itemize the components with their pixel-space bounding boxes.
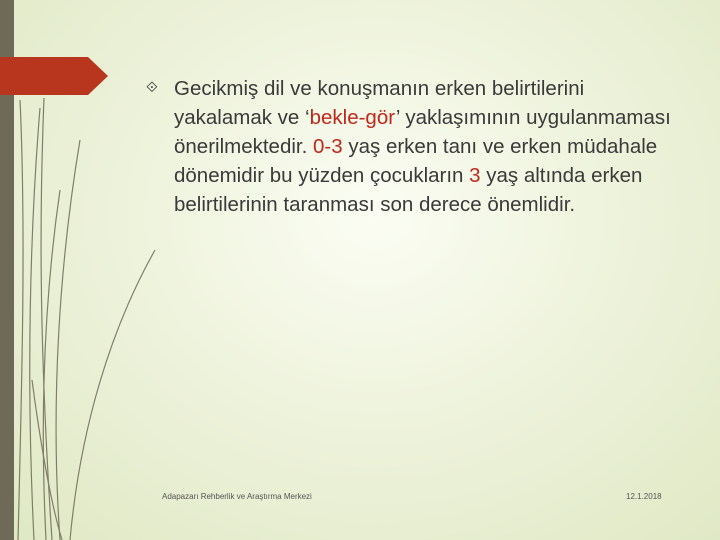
- diamond-arrow-bullet-icon: ⟐: [146, 78, 158, 96]
- footer-organization: Adapazarı Rehberlik ve Araştırma Merkezi: [162, 492, 312, 501]
- highlighted-text: 3: [469, 164, 481, 187]
- highlighted-text: bekle-gör: [309, 106, 396, 129]
- bullet-item: [146, 74, 676, 219]
- bullet-text: [174, 74, 676, 219]
- title-accent-shape: [0, 57, 108, 95]
- text-segment: yaş altında erken belirtilerinin taranması son derece önemlidir.: [174, 164, 643, 216]
- footer-date: 12.1.2018: [626, 492, 662, 501]
- text-segment: yaş erken tanı ve erken müdahale dönemidir bu yüzden çocukların: [174, 135, 658, 187]
- text-segment: Gecikmiş dil ve konuşmanın erken belirtilerini yakalamak ve ‘: [174, 77, 585, 129]
- text-segment: ’ yaklaşımının uygulanmaması önerilmektedir.: [174, 106, 671, 158]
- highlighted-text: 0-3: [313, 135, 343, 158]
